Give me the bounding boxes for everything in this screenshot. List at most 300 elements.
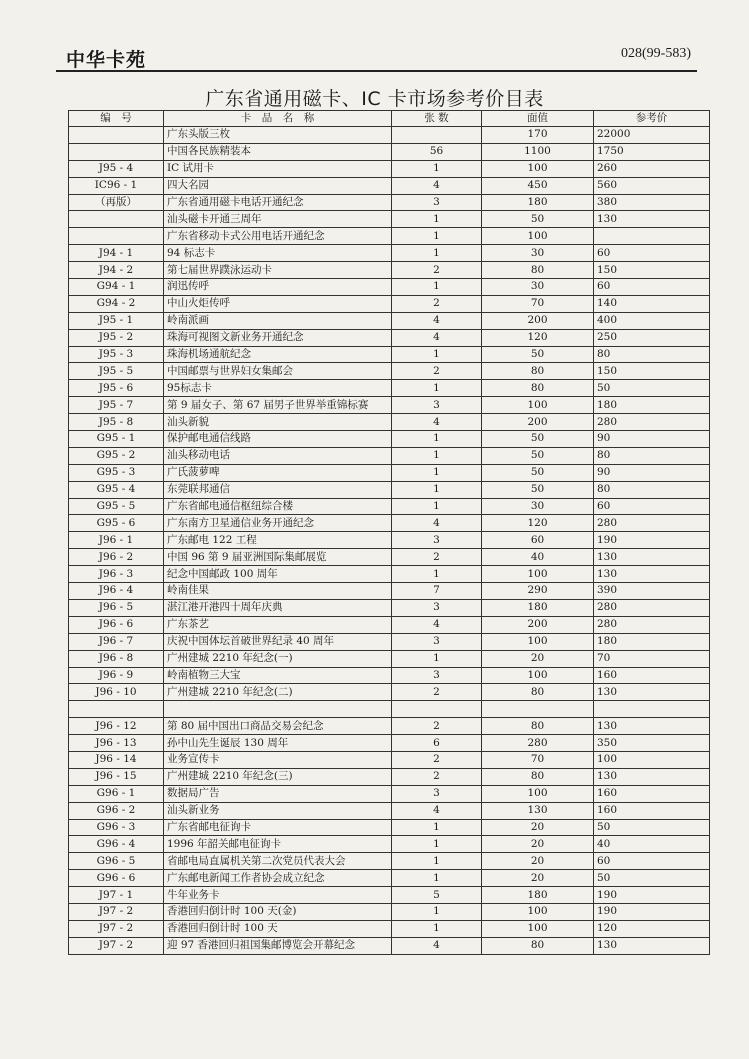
cell-face-value: 180 <box>482 887 594 904</box>
cell-quantity: 2 <box>392 684 482 701</box>
cell-quantity: 1 <box>392 853 482 870</box>
cell-quantity: 4 <box>392 414 482 431</box>
cell-reference-price: 90 <box>594 431 710 448</box>
cell-quantity: 1 <box>392 566 482 583</box>
table-row <box>69 177 710 194</box>
cell-name: 广东省移动卡式公用电话开通纪念 <box>164 228 392 245</box>
cell-quantity: 2 <box>392 768 482 785</box>
cell-face-value: 80 <box>482 684 594 701</box>
cell-name: 广州建城 2210 年纪念(一) <box>164 650 392 667</box>
cell-quantity <box>392 701 482 718</box>
cell-name: 孙中山先生诞辰 130 周年 <box>164 735 392 752</box>
cell-quantity: 1 <box>392 481 482 498</box>
cell-reference-price: 120 <box>594 920 710 937</box>
table-row <box>69 903 710 920</box>
cell-reference-price: 180 <box>594 633 710 650</box>
cell-code: J96 - 1 <box>69 532 164 549</box>
cell-quantity: 4 <box>392 937 482 954</box>
cell-quantity: 4 <box>392 177 482 194</box>
cell-name: 广东省邮电征询卡 <box>164 819 392 836</box>
cell-quantity: 1 <box>392 819 482 836</box>
cell-face-value: 70 <box>482 295 594 312</box>
cell-face-value: 80 <box>482 718 594 735</box>
cell-name: 第 9 届女子、第 67 届男子世界举重锦标赛 <box>164 397 392 414</box>
cell-quantity: 3 <box>392 785 482 802</box>
cell-quantity: 4 <box>392 329 482 346</box>
cell-code: G95 - 2 <box>69 447 164 464</box>
cell-name: 广州建城 2210 年纪念(二) <box>164 684 392 701</box>
table-row <box>69 853 710 870</box>
cell-name: 广东省邮电通信枢纽综合楼 <box>164 498 392 515</box>
cell-quantity: 5 <box>392 887 482 904</box>
cell-face-value: 100 <box>482 160 594 177</box>
cell-reference-price: 70 <box>594 650 710 667</box>
cell-face-value: 50 <box>482 431 594 448</box>
cell-name: 汕头移动电话 <box>164 447 392 464</box>
cell-name: 中国各民族精装本 <box>164 143 392 160</box>
table-row <box>69 735 710 752</box>
cell-face-value: 100 <box>482 566 594 583</box>
cell-reference-price: 150 <box>594 262 710 279</box>
cell-quantity: 3 <box>392 667 482 684</box>
cell-face-value: 280 <box>482 735 594 752</box>
cell-face-value: 80 <box>482 363 594 380</box>
cell-code: J95 - 5 <box>69 363 164 380</box>
cell-code: J96 - 3 <box>69 566 164 583</box>
cell-code: G94 - 2 <box>69 295 164 312</box>
cell-code: J96 - 8 <box>69 650 164 667</box>
column-header-quantity: 张 数 <box>392 111 482 127</box>
cell-reference-price: 190 <box>594 532 710 549</box>
table-row <box>69 245 710 262</box>
cell-code: J96 - 10 <box>69 684 164 701</box>
cell-face-value: 30 <box>482 245 594 262</box>
table-row <box>69 431 710 448</box>
cell-reference-price: 80 <box>594 481 710 498</box>
cell-name: 纪念中国邮政 100 周年 <box>164 566 392 583</box>
cell-quantity: 1 <box>392 279 482 296</box>
cell-quantity: 2 <box>392 751 482 768</box>
cell-reference-price: 560 <box>594 177 710 194</box>
table-row <box>69 194 710 211</box>
cell-quantity: 1 <box>392 431 482 448</box>
cell-quantity: 3 <box>392 194 482 211</box>
cell-quantity: 4 <box>392 802 482 819</box>
cell-code: J97 - 2 <box>69 937 164 954</box>
cell-code: J95 - 3 <box>69 346 164 363</box>
table-row <box>69 768 710 785</box>
price-table <box>68 110 710 955</box>
cell-code: J94 - 2 <box>69 262 164 279</box>
cell-reference-price: 150 <box>594 363 710 380</box>
document-title: 广东省通用磁卡、IC 卡市场参考价目表 <box>205 88 544 110</box>
cell-quantity: 1 <box>392 447 482 464</box>
cell-name: 广东省通用磁卡电话开通纪念 <box>164 194 392 211</box>
cell-quantity <box>392 127 482 144</box>
cell-code: J96 - 9 <box>69 667 164 684</box>
cell-code: G96 - 3 <box>69 819 164 836</box>
cell-name: 1996 年韶关邮电征询卡 <box>164 836 392 853</box>
cell-face-value: 180 <box>482 194 594 211</box>
cell-quantity: 3 <box>392 599 482 616</box>
cell-code: J96 - 5 <box>69 599 164 616</box>
table-row <box>69 397 710 414</box>
cell-face-value: 30 <box>482 279 594 296</box>
table-row <box>69 616 710 633</box>
cell-name: 香港回归倒计时 100 天 <box>164 920 392 937</box>
cell-reference-price: 280 <box>594 616 710 633</box>
cell-reference-price: 130 <box>594 718 710 735</box>
table-row <box>69 329 710 346</box>
cell-quantity: 4 <box>392 515 482 532</box>
cell-code <box>69 127 164 144</box>
cell-name: 汕头磁卡开通三周年 <box>164 211 392 228</box>
cell-reference-price: 380 <box>594 194 710 211</box>
cell-code: G94 - 1 <box>69 279 164 296</box>
cell-name: 数据局广告 <box>164 785 392 802</box>
table-row <box>69 262 710 279</box>
cell-name: 汕头新貌 <box>164 414 392 431</box>
cell-quantity: 1 <box>392 650 482 667</box>
cell-face-value: 30 <box>482 498 594 515</box>
cell-face-value: 70 <box>482 751 594 768</box>
cell-name: IC 试用卡 <box>164 160 392 177</box>
cell-face-value: 80 <box>482 262 594 279</box>
table-row <box>69 802 710 819</box>
cell-name: 东莞联邦通信 <box>164 481 392 498</box>
cell-code <box>69 701 164 718</box>
cell-name: 94 标志卡 <box>164 245 392 262</box>
cell-reference-price: 280 <box>594 414 710 431</box>
cell-name: 岭南植物三大宝 <box>164 667 392 684</box>
page-code: 028(99-583) <box>621 46 691 61</box>
cell-face-value: 20 <box>482 819 594 836</box>
cell-quantity: 3 <box>392 397 482 414</box>
cell-quantity: 1 <box>392 920 482 937</box>
cell-name: 中山火炬传呼 <box>164 295 392 312</box>
cell-code: G95 - 1 <box>69 431 164 448</box>
cell-code: G95 - 6 <box>69 515 164 532</box>
cell-face-value: 200 <box>482 312 594 329</box>
cell-name: 四大名园 <box>164 177 392 194</box>
cell-face-value: 100 <box>482 633 594 650</box>
table-row <box>69 684 710 701</box>
cell-name: 岭南佳果 <box>164 583 392 600</box>
table-row <box>69 380 710 397</box>
cell-reference-price: 50 <box>594 819 710 836</box>
cell-reference-price: 80 <box>594 346 710 363</box>
cell-code: G96 - 6 <box>69 870 164 887</box>
table-row <box>69 279 710 296</box>
cell-name: 广东茶艺 <box>164 616 392 633</box>
cell-face-value: 60 <box>482 532 594 549</box>
cell-quantity: 6 <box>392 735 482 752</box>
cell-code: G96 - 2 <box>69 802 164 819</box>
cell-quantity: 4 <box>392 616 482 633</box>
cell-name: 汕头新业务 <box>164 802 392 819</box>
cell-name: 广东南方卫星通信业务开通纪念 <box>164 515 392 532</box>
table-row <box>69 127 710 144</box>
cell-code: G95 - 5 <box>69 498 164 515</box>
table-row <box>69 836 710 853</box>
cell-quantity: 2 <box>392 549 482 566</box>
cell-reference-price: 130 <box>594 684 710 701</box>
table-header-row <box>69 111 710 127</box>
column-header-face-value: 面值 <box>482 111 594 127</box>
cell-name: 业务宣传卡 <box>164 751 392 768</box>
cell-face-value: 100 <box>482 397 594 414</box>
table-row <box>69 751 710 768</box>
cell-face-value: 290 <box>482 583 594 600</box>
cell-quantity: 1 <box>392 228 482 245</box>
cell-face-value: 80 <box>482 937 594 954</box>
cell-face-value: 50 <box>482 447 594 464</box>
cell-reference-price: 130 <box>594 566 710 583</box>
cell-quantity: 2 <box>392 295 482 312</box>
table-row <box>69 583 710 600</box>
cell-code: J96 - 13 <box>69 735 164 752</box>
cell-name: 广东邮电新闻工作者协会成立纪念 <box>164 870 392 887</box>
cell-reference-price: 280 <box>594 515 710 532</box>
table-row <box>69 599 710 616</box>
cell-face-value: 100 <box>482 228 594 245</box>
cell-quantity: 3 <box>392 633 482 650</box>
cell-quantity: 2 <box>392 262 482 279</box>
cell-name: 珠海可视图文新业务开通纪念 <box>164 329 392 346</box>
table-row <box>69 566 710 583</box>
cell-code <box>69 228 164 245</box>
table-row <box>69 667 710 684</box>
table-row <box>69 650 710 667</box>
cell-face-value: 80 <box>482 380 594 397</box>
cell-face-value: 120 <box>482 329 594 346</box>
cell-reference-price <box>594 701 710 718</box>
cell-reference-price: 1750 <box>594 143 710 160</box>
cell-name: 95标志卡 <box>164 380 392 397</box>
table-row <box>69 346 710 363</box>
cell-face-value: 20 <box>482 836 594 853</box>
column-header-reference-price: 参考价 <box>594 111 710 127</box>
table-row <box>69 701 710 718</box>
table-row <box>69 228 710 245</box>
cell-name: 牛年业务卡 <box>164 887 392 904</box>
cell-code: J97 - 1 <box>69 887 164 904</box>
cell-reference-price: 50 <box>594 380 710 397</box>
cell-name: 香港回归倒计时 100 天(金) <box>164 903 392 920</box>
cell-reference-price: 190 <box>594 887 710 904</box>
table-row <box>69 312 710 329</box>
cell-code: G95 - 3 <box>69 464 164 481</box>
table-row <box>69 143 710 160</box>
cell-name: 第七届世界蹼泳运动卡 <box>164 262 392 279</box>
cell-code: J96 - 15 <box>69 768 164 785</box>
cell-reference-price: 280 <box>594 599 710 616</box>
cell-code: J96 - 14 <box>69 751 164 768</box>
cell-code: G96 - 1 <box>69 785 164 802</box>
cell-quantity: 1 <box>392 498 482 515</box>
cell-reference-price: 90 <box>594 464 710 481</box>
cell-reference-price: 400 <box>594 312 710 329</box>
cell-quantity: 7 <box>392 583 482 600</box>
cell-code: J95 - 2 <box>69 329 164 346</box>
cell-reference-price <box>594 228 710 245</box>
cell-code: J96 - 6 <box>69 616 164 633</box>
cell-reference-price: 130 <box>594 768 710 785</box>
header-rule <box>56 70 697 72</box>
cell-face-value: 20 <box>482 650 594 667</box>
cell-code: J95 - 8 <box>69 414 164 431</box>
cell-reference-price: 130 <box>594 549 710 566</box>
table-row <box>69 414 710 431</box>
cell-face-value: 130 <box>482 802 594 819</box>
cell-reference-price: 140 <box>594 295 710 312</box>
table-row <box>69 295 710 312</box>
cell-reference-price: 260 <box>594 160 710 177</box>
cell-reference-price: 130 <box>594 937 710 954</box>
cell-name: 珠海机场通航纪念 <box>164 346 392 363</box>
table-row <box>69 785 710 802</box>
table-row <box>69 920 710 937</box>
cell-reference-price: 250 <box>594 329 710 346</box>
cell-reference-price: 350 <box>594 735 710 752</box>
cell-reference-price: 160 <box>594 802 710 819</box>
cell-face-value: 180 <box>482 599 594 616</box>
cell-reference-price: 60 <box>594 279 710 296</box>
cell-code: J97 - 2 <box>69 920 164 937</box>
cell-face-value: 80 <box>482 768 594 785</box>
cell-name: 岭南派画 <box>164 312 392 329</box>
cell-reference-price: 60 <box>594 853 710 870</box>
cell-code: J95 - 4 <box>69 160 164 177</box>
cell-code: G96 - 4 <box>69 836 164 853</box>
cell-name: 中国 96 第 9 届亚洲国际集邮展览 <box>164 549 392 566</box>
cell-name: 省邮电局直属机关第二次党员代表大会 <box>164 853 392 870</box>
table-row <box>69 447 710 464</box>
cell-name: 中国邮票与世界妇女集邮会 <box>164 363 392 380</box>
cell-code <box>69 211 164 228</box>
cell-face-value: 100 <box>482 667 594 684</box>
table-row <box>69 515 710 532</box>
cell-quantity: 1 <box>392 211 482 228</box>
cell-reference-price: 160 <box>594 667 710 684</box>
cell-quantity: 4 <box>392 312 482 329</box>
cell-code: G95 - 4 <box>69 481 164 498</box>
cell-quantity: 1 <box>392 380 482 397</box>
cell-quantity: 56 <box>392 143 482 160</box>
cell-name <box>164 701 392 718</box>
cell-code: J97 - 2 <box>69 903 164 920</box>
table-row <box>69 532 710 549</box>
cell-reference-price: 180 <box>594 397 710 414</box>
column-header-code: 编 号 <box>69 111 164 127</box>
cell-code <box>69 143 164 160</box>
cell-face-value: 50 <box>482 211 594 228</box>
cell-face-value: 20 <box>482 853 594 870</box>
cell-code: J95 - 7 <box>69 397 164 414</box>
cell-quantity: 2 <box>392 363 482 380</box>
table-row <box>69 464 710 481</box>
cell-code: J94 - 1 <box>69 245 164 262</box>
cell-quantity: 1 <box>392 464 482 481</box>
cell-quantity: 1 <box>392 346 482 363</box>
table-row <box>69 160 710 177</box>
cell-face-value: 450 <box>482 177 594 194</box>
cell-quantity: 1 <box>392 160 482 177</box>
cell-code: J96 - 2 <box>69 549 164 566</box>
cell-face-value: 20 <box>482 870 594 887</box>
cell-quantity: 1 <box>392 903 482 920</box>
magazine-brand: 中华卡苑 <box>66 49 147 71</box>
cell-name: 广氏菠萝啤 <box>164 464 392 481</box>
table-row <box>69 498 710 515</box>
cell-face-value: 170 <box>482 127 594 144</box>
cell-reference-price: 40 <box>594 836 710 853</box>
table-row <box>69 937 710 954</box>
table-row <box>69 870 710 887</box>
cell-code: J96 - 7 <box>69 633 164 650</box>
table-row <box>69 633 710 650</box>
cell-name: 保护邮电通信线路 <box>164 431 392 448</box>
table-row <box>69 887 710 904</box>
cell-face-value: 100 <box>482 920 594 937</box>
cell-name: 广州建城 2210 年纪念(三) <box>164 768 392 785</box>
cell-face-value: 120 <box>482 515 594 532</box>
table-row <box>69 211 710 228</box>
cell-code: J95 - 1 <box>69 312 164 329</box>
cell-name: 广东邮电 122 工程 <box>164 532 392 549</box>
cell-reference-price: 60 <box>594 245 710 262</box>
cell-face-value: 50 <box>482 346 594 363</box>
cell-reference-price: 80 <box>594 447 710 464</box>
cell-reference-price: 100 <box>594 751 710 768</box>
cell-face-value: 200 <box>482 414 594 431</box>
table-row <box>69 718 710 735</box>
cell-quantity: 2 <box>392 718 482 735</box>
cell-code: IC96 - 1 <box>69 177 164 194</box>
cell-face-value: 1100 <box>482 143 594 160</box>
cell-name: 第 80 届中国出口商品交易会纪念 <box>164 718 392 735</box>
table-row <box>69 363 710 380</box>
cell-reference-price: 50 <box>594 870 710 887</box>
cell-quantity: 3 <box>392 532 482 549</box>
cell-code: J96 - 4 <box>69 583 164 600</box>
cell-face-value: 40 <box>482 549 594 566</box>
cell-code: J95 - 6 <box>69 380 164 397</box>
cell-name: 迎 97 香港回归祖国集邮博览会开幕纪念 <box>164 937 392 954</box>
cell-code: J96 - 12 <box>69 718 164 735</box>
cell-name: 湛江港开港四十周年庆典 <box>164 599 392 616</box>
column-header-name: 卡 品 名 称 <box>164 111 392 127</box>
cell-face-value <box>482 701 594 718</box>
cell-face-value: 50 <box>482 464 594 481</box>
cell-quantity: 1 <box>392 245 482 262</box>
cell-reference-price: 390 <box>594 583 710 600</box>
cell-reference-price: 190 <box>594 903 710 920</box>
cell-name: 庆祝中国体坛首破世界纪录 40 周年 <box>164 633 392 650</box>
cell-name: 润迅传呼 <box>164 279 392 296</box>
table-row <box>69 481 710 498</box>
cell-quantity: 1 <box>392 836 482 853</box>
cell-reference-price: 130 <box>594 211 710 228</box>
cell-reference-price: 160 <box>594 785 710 802</box>
table-row <box>69 819 710 836</box>
cell-face-value: 50 <box>482 481 594 498</box>
cell-code: G96 - 5 <box>69 853 164 870</box>
table-row <box>69 549 710 566</box>
cell-name: 广东头版三枚 <box>164 127 392 144</box>
cell-face-value: 100 <box>482 785 594 802</box>
cell-reference-price: 60 <box>594 498 710 515</box>
